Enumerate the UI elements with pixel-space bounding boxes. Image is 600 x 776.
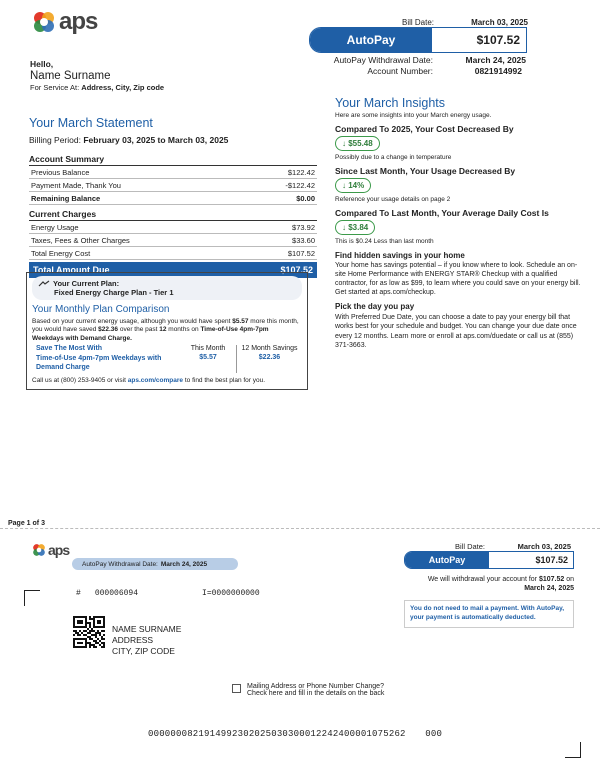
qr-code-image <box>73 616 105 648</box>
withdrawal-date: March 24, 2025 <box>465 55 526 65</box>
savings-label: 12 Month Savings <box>241 345 298 353</box>
insight-item <box>335 166 585 203</box>
address-change <box>232 683 384 697</box>
corner-mark-top-left <box>24 590 40 606</box>
stub-withdraw-date: March 24, 2025 <box>524 585 574 592</box>
current-plan-name: Fixed Energy Charge Plan - Tier 1 <box>54 288 174 297</box>
service-label: For Service At: <box>30 83 80 92</box>
call-text-1: Call us at (800) 253-9405 or visit <box>32 376 128 384</box>
stub-withdraw-amount: $107.52 <box>538 576 565 583</box>
insight-heading: Compared To 2025, Your Cost Decreased By <box>335 124 514 134</box>
stub-withdraw-text-2: on <box>564 576 574 583</box>
qr-code <box>73 616 105 650</box>
insights-title: Your March Insights <box>335 96 446 110</box>
withdrawal-label: AutoPay Withdrawal Date: <box>333 55 433 65</box>
address-change-sub: Check here and fill in the details on the back <box>247 690 385 697</box>
insight-change-badge: ↓ 14% <box>335 178 371 193</box>
insights-intro: Here are some insights into your March energy usage. <box>335 112 492 119</box>
address-change-title: Mailing Address or Phone Number Change? <box>247 683 384 690</box>
pick-day-text: With Preferred Due Date, you can choose a date to pay your energy bill that works best for your schedule and budget. You can change your due date once every 12 months. Learn more or enroll at aps.com/duedate or call us at (855) 371-3663. <box>335 314 577 349</box>
table-row <box>29 166 317 179</box>
current-charges-table <box>29 221 317 260</box>
stub-logo-text: aps <box>48 542 70 558</box>
row-value: $122.42 <box>287 167 315 177</box>
comparison-text-3: over the past <box>118 326 160 334</box>
mail-city: CITY, ZIP CODE <box>112 646 175 657</box>
row-value: $107.52 <box>287 248 315 258</box>
table-row <box>29 247 317 260</box>
row-label: Remaining Balance <box>31 193 101 203</box>
row-value: -$122.42 <box>285 180 315 190</box>
this-month-label: This Month <box>190 345 226 353</box>
current-plan-pill <box>32 276 302 300</box>
row-label: Energy Usage <box>31 222 79 232</box>
corner-mark-bottom-right <box>565 742 581 758</box>
comparison-text-2: more this month, you would have saved <box>32 318 299 334</box>
current-plan-label: Your Current Plan: <box>53 279 120 288</box>
aps-logo <box>32 8 97 36</box>
insight-change-badge: ↓ $3.84 <box>335 220 375 235</box>
comparison-table <box>32 345 302 372</box>
comparison-saved: $22.36 <box>98 326 119 334</box>
insight-change-badge: ↓ $55.48 <box>335 136 380 151</box>
table-row <box>29 221 317 234</box>
row-value: $33.60 <box>292 235 315 245</box>
comparison-text <box>32 318 302 343</box>
call-text <box>32 377 302 384</box>
withdrawal-info <box>318 55 526 76</box>
alt-this-month: $5.57 <box>199 354 217 362</box>
account-label: Account Number: <box>367 66 433 76</box>
stub-autopay-box <box>404 551 574 569</box>
scanline-tail: 000 <box>425 729 443 739</box>
account-number: 0821914992 <box>474 66 522 76</box>
comparison-months: 12 <box>159 326 167 334</box>
trend-icon <box>38 280 50 287</box>
current-charges-title: Current Charges <box>29 208 317 221</box>
insight-item <box>335 208 585 245</box>
greeting <box>30 59 164 92</box>
autopay-box <box>309 27 527 53</box>
insight-heading: Since Last Month, Your Usage Decreased By <box>335 166 516 176</box>
table-row <box>29 234 317 247</box>
call-text-2: to find the best plan for you. <box>183 376 266 384</box>
stub-withdrawal-label: AutoPay Withdrawal Date: <box>82 560 158 568</box>
insight-note: Possibly due to a change in temperature <box>335 154 452 161</box>
total-due-amount: $107.52 <box>280 265 313 275</box>
insight-heading: Compared To Last Month, Your Average Daily Cost Is <box>335 208 549 218</box>
bill-date-value: March 03, 2025 <box>471 18 528 27</box>
row-label: Payment Made, Thank You <box>31 180 121 190</box>
bill-date-row <box>400 18 528 27</box>
table-row <box>29 179 317 192</box>
stub-notice: You do not need to mail a payment. With AutoPay, your payment is automatically deducted. <box>404 600 574 628</box>
pick-day-title: Pick the day you pay <box>335 302 415 312</box>
statement-section <box>29 116 317 278</box>
insight-item <box>335 124 585 161</box>
account-summary-title: Account Summary <box>29 153 317 166</box>
stub-code-1: 000006094 <box>94 589 139 598</box>
stub-withdrawal-date: March 24, 2025 <box>160 560 208 568</box>
service-address: Address, City, Zip code <box>81 83 165 92</box>
stub-withdrawal-pill <box>72 558 238 570</box>
greeting-hello: Hello, <box>30 59 54 69</box>
stub-bill-date-row <box>455 542 571 551</box>
account-summary-table <box>29 166 317 205</box>
stub-aps-logo-icon <box>32 543 46 557</box>
table-row <box>29 192 317 205</box>
aps-logo-icon <box>32 10 56 34</box>
row-value: $73.92 <box>292 222 315 232</box>
insight-list <box>335 124 585 245</box>
mail-name: NAME SURNAME <box>112 624 182 634</box>
customer-name: Name Surname <box>30 70 111 82</box>
stub-bill-date-label: Bill Date: <box>455 542 486 551</box>
total-due-label: Total Amount Due <box>33 265 110 275</box>
comparison-plan-name: Time-of-Use 4pm-7pm Weekdays with Demand Charge. <box>32 326 269 342</box>
row-value: $0.00 <box>296 193 315 203</box>
billing-period: February 03, 2025 to March 03, 2025 <box>83 135 229 145</box>
billing-label: Billing Period: <box>29 135 81 145</box>
alt-plan-name: Time-of-Use 4pm-7pm Weekdays with Demand Charge <box>36 355 162 372</box>
savings-title: Find hidden savings in your home <box>335 251 465 260</box>
insight-note: Reference your usage details on page 2 <box>335 196 451 203</box>
page-label: Page 1 of 3 <box>8 520 45 527</box>
stub-codes <box>76 589 260 598</box>
scanline <box>148 729 442 739</box>
row-label: Total Energy Cost <box>31 248 91 258</box>
row-label: Previous Balance <box>31 167 90 177</box>
comparison-text-1: Based on your current energy usage, although you would have spent <box>32 318 233 325</box>
comparison-spent: $5.57 <box>232 318 249 325</box>
compare-link[interactable]: aps.com/compare <box>127 376 184 384</box>
stub-withdraw-text <box>404 576 574 592</box>
autopay-amount: $107.52 <box>476 33 520 47</box>
stub-aps-logo <box>32 542 69 558</box>
stub-code-2: I=0000000000 <box>202 589 260 598</box>
row-label: Taxes, Fees & Other Charges <box>31 235 130 245</box>
mail-address: ADDRESS <box>112 635 154 646</box>
savings-text: Your home has savings potential – if you know where to look. Schedule an on-site Home Performance with ENERGY STAR® Checkup with a qualified contractor, for as low as $99, to learn where you could save on your energy bill. Get started at aps.com/checkup. <box>335 262 581 297</box>
plan-comparison-box <box>26 272 308 390</box>
stub-hash: # <box>76 589 81 598</box>
alt-savings: $22.36 <box>258 354 281 362</box>
bill-date-label: Bill Date: <box>402 18 435 27</box>
tear-line <box>0 528 600 529</box>
autopay-label: AutoPay <box>310 28 432 52</box>
comparison-title: Your Monthly Plan Comparison <box>32 304 170 315</box>
stub-autopay-amount: $107.52 <box>535 555 568 565</box>
insight-note: This is $0.24 Less than last month <box>335 238 434 245</box>
save-most-label: Save The Most With <box>36 345 103 353</box>
address-change-checkbox[interactable] <box>232 684 241 693</box>
comparison-text-4: months on <box>166 326 201 334</box>
stub-bill-date: March 03, 2025 <box>517 542 571 551</box>
statement-title: Your March Statement <box>29 116 153 130</box>
mailing-address <box>112 624 181 657</box>
logo-text: aps <box>59 8 98 35</box>
stub-withdraw-text-1: We will withdrawal your account for <box>427 576 539 583</box>
stub-autopay-label: AutoPay <box>405 552 489 568</box>
scanline-main: 000000082191499230202503030001224240000107526​2 <box>148 729 406 739</box>
insights-section <box>335 96 585 350</box>
